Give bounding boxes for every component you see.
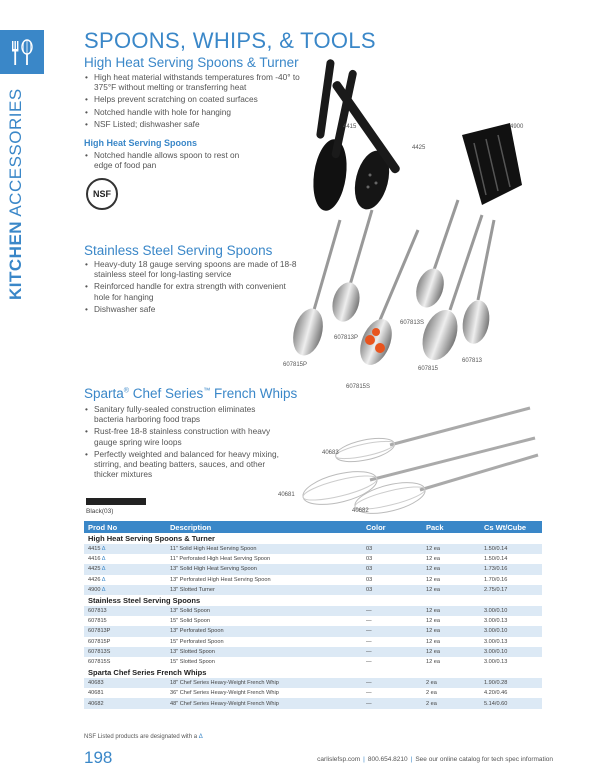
table-row — [84, 575, 542, 585]
table-cell: — — [362, 647, 422, 657]
table-cell: 2 ea — [422, 678, 480, 688]
image-label: 40683 — [322, 450, 339, 456]
nsf-mark-icon: Δ — [100, 566, 106, 573]
table-cell: 3.00/0.13 — [484, 618, 508, 625]
table-cell: 12 ea — [422, 585, 480, 595]
table-cell: — — [366, 658, 372, 665]
bullet-item: • Perfectly weighted and balanced for heavy mixing, stirring, and beating batters, sauces, and other thicker mixtures — [84, 449, 284, 480]
table-cell: 607813S — [84, 647, 166, 657]
group-title: Stainless Steel Serving Spoons — [88, 595, 201, 605]
bullet-item: • High heat material withstands temperatures from -40° to 375°F without melting or transferring heat — [84, 72, 309, 92]
table-cell: 1.73/0.16 — [480, 564, 542, 574]
table-cell: 40683 — [84, 678, 166, 688]
table-cell: 13" Perforated High Heat Serving Spoon — [170, 576, 271, 583]
nsf-footnote: NSF Listed products are designated with a Δ — [84, 734, 203, 740]
table-cell: 03 — [362, 544, 422, 554]
table-cell: 12 ea — [422, 626, 480, 636]
table-cell: 13" Solid Spoon — [166, 606, 362, 616]
bullet-item: • Helps prevent scratching on coated surfaces — [84, 94, 309, 104]
table-cell: 4.20/0.46 — [484, 690, 508, 697]
image-label: 607815P — [283, 362, 308, 368]
table-cell: 40681 — [88, 690, 104, 697]
table-group-row — [84, 533, 542, 544]
bullet-item: • Sanitary fully-sealed construction eliminates bacteria harboring food traps — [84, 404, 284, 424]
table-cell: 12 ea — [422, 544, 480, 554]
table-cell: 15" Perforated Spoon — [170, 638, 224, 645]
table-cell: 3.00/0.13 — [484, 658, 508, 665]
table-cell: 1.50/0.14 — [480, 544, 542, 554]
page-title: SPOONS, WHIPS, & TOOLS — [84, 28, 376, 53]
table-row — [84, 554, 542, 564]
table-cell: 12 ea — [422, 606, 480, 616]
image-label: 607813P — [334, 335, 359, 341]
table-cell: — — [366, 618, 372, 625]
column-header: Color — [362, 521, 422, 533]
table-cell: 11" Perforated High Heat Serving Spoon — [170, 556, 271, 563]
table-cell: 40682 — [84, 698, 166, 708]
table-cell: 2 ea — [426, 690, 437, 697]
table-cell: 12 ea — [426, 556, 440, 563]
image-label: 4415 — [343, 124, 357, 130]
image-label: 607815 — [418, 366, 439, 372]
table-cell: 1.50/0.14 — [484, 556, 508, 563]
table-cell: 5.14/0.60 — [480, 698, 542, 708]
table-cell: 36" Chef Series Heavy-Weight French Whip — [170, 690, 279, 697]
table-cell: 03 — [366, 576, 373, 583]
table-cell: — — [362, 678, 422, 688]
whips-bullets — [84, 404, 284, 481]
table-cell: 12 ea — [422, 564, 480, 574]
section-heading-whips: Sparta® Chef Series™ French Whips — [84, 386, 298, 401]
table-cell: 2.75/0.17 — [480, 585, 542, 595]
image-label: 4425 — [412, 145, 426, 151]
table-cell: 607815S — [88, 658, 111, 665]
image-label: 40682 — [352, 508, 369, 514]
table-cell: 3.00/0.10 — [480, 647, 542, 657]
high-heat-bullets — [84, 72, 309, 131]
column-header: Cs Wt/Cube — [480, 521, 542, 533]
nsf-logo: NSF — [86, 178, 118, 210]
table-cell: 15" Solid Spoon — [170, 618, 210, 625]
table-cell: 607813P — [84, 626, 166, 636]
table-cell: 13" Solid High Heat Serving Spoon — [166, 564, 362, 574]
table-cell: 03 — [366, 556, 373, 563]
table-cell: 607813 — [84, 606, 166, 616]
nsf-mark-icon: Δ — [100, 556, 106, 563]
footer-contact: carlislefsp.com | 800.654.8210 | See our online catalog for tech spec information — [317, 756, 553, 763]
table-cell: 15" Slotted Spoon — [170, 658, 215, 665]
table-cell: 4416 Δ — [88, 556, 106, 563]
image-label: 4900 — [510, 124, 524, 130]
image-label: 607815S — [346, 384, 371, 390]
column-header: Prod No — [84, 521, 166, 533]
whips-image — [290, 400, 540, 515]
table-cell: — — [362, 698, 422, 708]
table-row — [84, 626, 542, 636]
section-heading-high-heat: High Heat Serving Spoons & Turner — [84, 55, 299, 70]
section-heading-stainless: Stainless Steel Serving Spoons — [84, 243, 273, 258]
table-cell: 12 ea — [426, 658, 440, 665]
bullet-item: • Heavy-duty 18 gauge serving spoons are made of 18-8 stainless steel for long-lasting service — [84, 259, 299, 279]
color-swatch-label: Black(03) — [86, 508, 114, 515]
group-title: High Heat Serving Spoons & Turner — [88, 534, 215, 543]
table-cell: 48" Chef Series Heavy-Weight French Whip — [166, 698, 362, 708]
nsf-mark-icon: Δ — [100, 546, 106, 553]
table-cell: — — [362, 606, 422, 616]
bullet-item: • Reinforced handle for extra strength with convenient hole for hanging — [84, 281, 299, 301]
table-cell: 607815P — [88, 638, 111, 645]
table-row — [84, 606, 542, 616]
nsf-mark-icon: Δ — [100, 586, 106, 593]
table-cell: 4426 Δ — [88, 576, 106, 583]
table-cell: 12 ea — [426, 638, 440, 645]
table-group-row — [84, 595, 542, 606]
stainless-spoons-image — [280, 190, 500, 370]
table-cell: 607815 — [88, 618, 107, 625]
table-cell: 4900 Δ — [84, 585, 166, 595]
table-row — [84, 688, 542, 698]
image-label: 607813S — [400, 320, 425, 326]
nsf-mark-icon: Δ — [100, 576, 106, 583]
column-header: Pack — [422, 521, 480, 533]
table-group-row — [84, 667, 542, 678]
page-number: 198 — [84, 748, 113, 767]
nsf-mark-icon: Δ — [198, 734, 203, 740]
sidebar-title: KITCHEN ACCESSORIES — [6, 88, 25, 300]
table-cell: 2 ea — [422, 698, 480, 708]
stainless-bullets — [84, 259, 299, 316]
table-cell: 13" Slotted Spoon — [166, 647, 362, 657]
group-title: Sparta Chef Series French Whips — [88, 668, 207, 678]
column-header: Description — [166, 521, 362, 533]
table-row — [84, 637, 542, 647]
table-cell: 3.00/0.13 — [484, 638, 508, 645]
bullet-item: • Notched handle with hole for hanging — [84, 107, 309, 117]
table-cell: 3.00/0.10 — [480, 606, 542, 616]
utensils-icon — [0, 30, 44, 74]
table-cell: 18" Chef Series Heavy-Weight French Whip — [166, 678, 362, 688]
bullet-item: • Notched handle allows spoon to rest on edge of food pan — [84, 150, 254, 170]
table-cell: 1.90/0.28 — [480, 678, 542, 688]
spec-table-body — [84, 533, 542, 709]
table-row — [84, 616, 542, 626]
table-row — [84, 564, 542, 574]
bullet-item: • Rust-free 18-8 stainless construction with heavy gauge spring wire loops — [84, 426, 284, 446]
table-cell: 4415 Δ — [84, 544, 166, 554]
table-row — [84, 657, 542, 667]
sidebar — [0, 0, 44, 783]
high-heat-sub-bullets — [84, 150, 254, 172]
table-cell: — — [366, 690, 372, 697]
table-cell: 4425 Δ — [84, 564, 166, 574]
spec-table — [84, 521, 542, 709]
table-cell: 03 — [362, 585, 422, 595]
table-row — [84, 647, 542, 657]
subheading-high-heat-spoons: High Heat Serving Spoons — [84, 138, 198, 148]
color-swatch-black — [86, 498, 146, 505]
table-row — [84, 585, 542, 595]
bullet-item: • NSF Listed; dishwasher safe — [84, 119, 309, 129]
table-cell: — — [366, 638, 372, 645]
table-row — [84, 544, 542, 554]
table-cell: 13" Perforated Spoon — [166, 626, 362, 636]
table-cell: 03 — [362, 564, 422, 574]
image-label: 607813 — [462, 358, 483, 364]
table-cell: 12 ea — [422, 647, 480, 657]
image-label: 40681 — [278, 492, 295, 498]
table-cell: 13" Slotted Turner — [166, 585, 362, 595]
table-row — [84, 678, 542, 688]
table-cell: 12 ea — [426, 576, 440, 583]
table-cell: 1.70/0.16 — [484, 576, 508, 583]
table-cell: 11" Solid High Heat Serving Spoon — [166, 544, 362, 554]
table-cell: — — [362, 626, 422, 636]
table-header-row — [84, 521, 542, 533]
table-cell: 3.00/0.10 — [480, 626, 542, 636]
table-cell: 12 ea — [426, 618, 440, 625]
bullet-item: • Dishwasher safe — [84, 304, 299, 314]
table-row — [84, 698, 542, 708]
